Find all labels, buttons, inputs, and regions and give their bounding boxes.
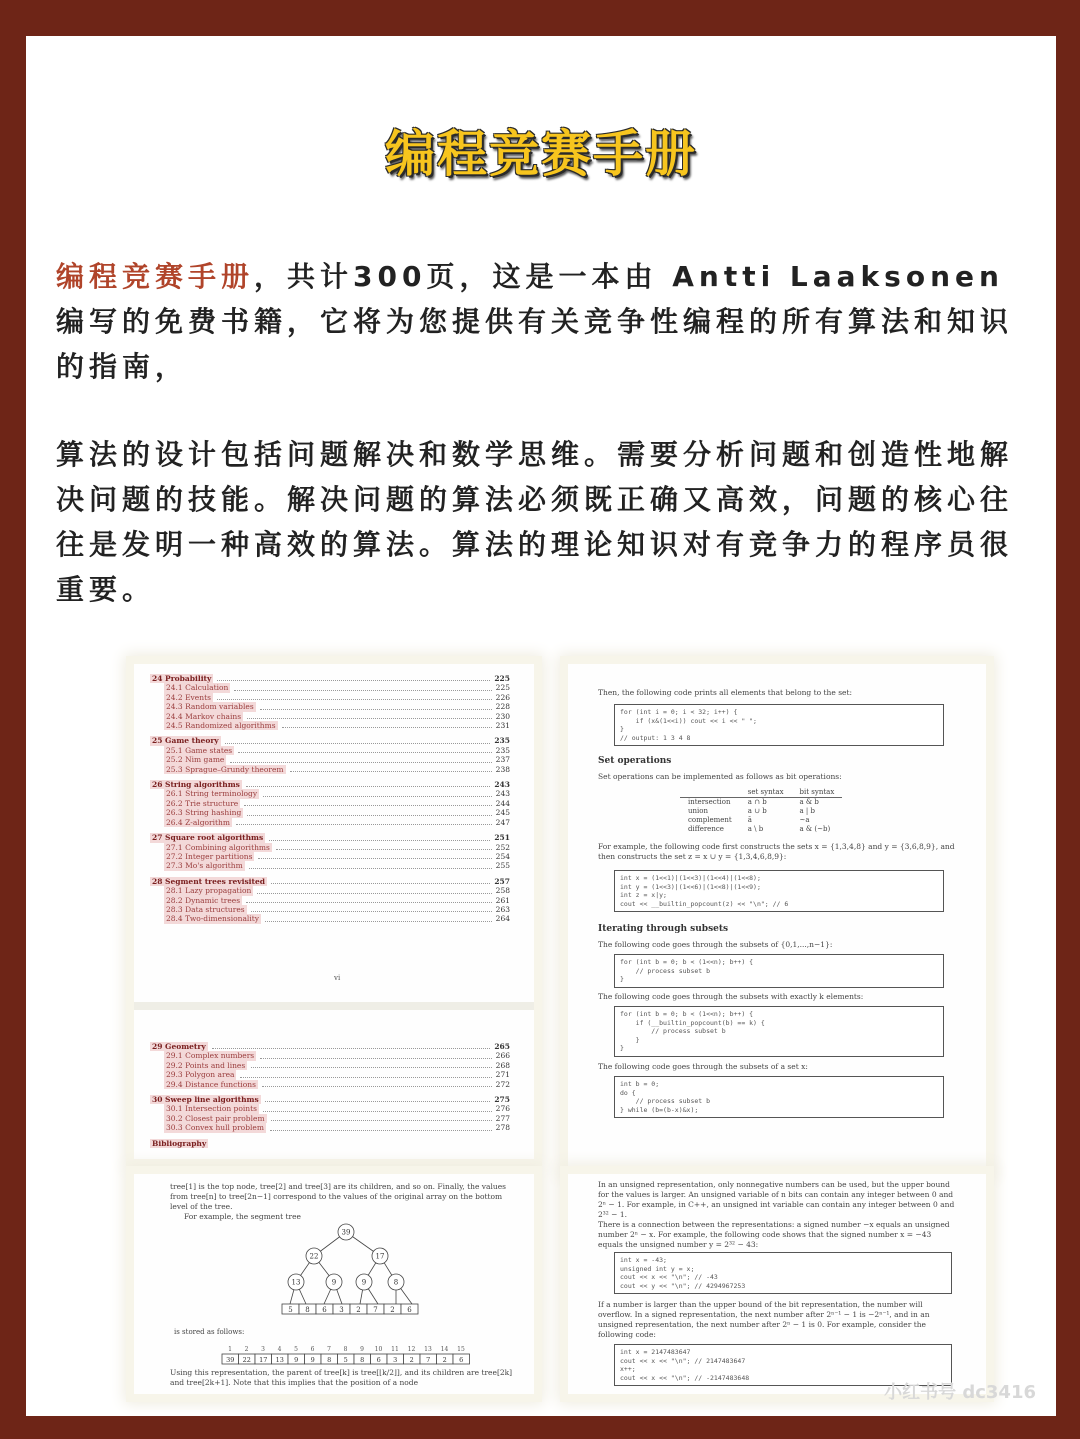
toc-page-num: 235: [495, 745, 510, 755]
toc-section-label: 28.3 Data structures: [166, 904, 245, 914]
toc-section[interactable]: [150, 683, 510, 692]
array-value: 9: [310, 1356, 315, 1364]
toc-leader: [271, 1114, 492, 1121]
toc-section[interactable]: [150, 886, 510, 895]
toc-leader: [263, 789, 492, 796]
toc-leader: [234, 683, 491, 690]
ops-cell: a \ b: [747, 825, 764, 833]
toc-section-label: 29.3 Polygon area: [166, 1070, 235, 1080]
toc-page-num: 254: [495, 851, 510, 861]
toc-section-label: 25.1 Game states: [166, 745, 233, 755]
iter-text: The following code goes through the subsets of {0,1,...,n−1}:: [598, 940, 833, 949]
toc-leader: [282, 721, 492, 728]
toc-page-num: 230: [495, 711, 510, 721]
toc-page-num: 261: [495, 895, 510, 905]
toc-leader: [212, 1042, 491, 1049]
toc-section[interactable]: [150, 693, 510, 702]
ops-cell: intersection: [688, 798, 731, 806]
toc-leader: [269, 833, 490, 840]
segment-tree-page: [134, 1174, 534, 1394]
toc-page: [134, 664, 534, 1159]
ops-cell: complement: [688, 816, 732, 824]
example-text: For example, the following code first constructs the sets x = {1,3,4,8} and y = {3,6,8,9}, and then constructs the set z = x ∪ y = {1,3,4,6,8,9}:: [598, 842, 955, 861]
intro-text: ，共计300页，这是一本由 Antti Laaksonen 编写的免费书籍，它将为您提供有关竞争性编程的所有算法和知识的指南，: [56, 260, 1014, 383]
ops-cell: a ∩ b: [747, 798, 767, 806]
ops-cell: a ∪ b: [747, 807, 767, 815]
toc-section[interactable]: [150, 712, 510, 721]
toc-page-num: 277: [495, 1113, 510, 1123]
toc-chapter[interactable]: [150, 1139, 510, 1148]
toc-section-label: 26.4 Z-algorithm: [166, 817, 230, 827]
segtree-text-2: For example, the segment tree: [184, 1212, 301, 1221]
toc-leader: [246, 896, 492, 903]
toc-chapter-label: 25 Game theory: [152, 736, 219, 746]
toc-leader: [276, 843, 492, 850]
array-value: 3: [393, 1356, 398, 1364]
array-index: 2: [244, 1346, 249, 1353]
code-block-signed: int x = -43; unsigned int y = x; cout << x << "\n"; // -43 cout << y << "\n"; // 4294967253: [614, 1252, 952, 1294]
toc-section[interactable]: [150, 861, 510, 870]
array-index: 3: [261, 1346, 265, 1353]
toc-page-num: 247: [495, 817, 510, 827]
toc-section-label: 24.3 Random variables: [166, 702, 254, 712]
toc-leader: [240, 1070, 491, 1077]
toc-page-number: vi: [334, 974, 341, 982]
overflow-text: If a number is larger than the upper bound of the bit representation, the number will overflow. In a signed representation, the next number after 2ⁿ⁻¹ − 1 is −2ⁿ⁻¹, and in an unsigned representation, the next number after 2ⁿ − 1 is 0. For example, consider the following code:: [598, 1300, 930, 1339]
leaf-value: 5: [288, 1306, 293, 1314]
toc-section[interactable]: [150, 1061, 510, 1070]
ops-row: [680, 807, 842, 816]
heading-iterating-subsets: Iterating through subsets: [598, 924, 729, 934]
toc-page-num: 235: [494, 736, 510, 746]
toc-section-label: 24.4 Markov chains: [166, 711, 242, 721]
toc-page-num: 238: [495, 764, 510, 774]
tree-node-label: 13: [291, 1278, 301, 1287]
toc-page-num: 265: [494, 1042, 510, 1051]
toc-section-label: 27.2 Integer partitions: [166, 851, 253, 861]
book-title-highlight: 编程竞赛手册: [56, 260, 255, 293]
array-index: 14: [440, 1346, 449, 1353]
code-block-sets: int x = (1<<1)|(1<<3)|(1<<4)|(1<<8); int y = (1<<3)|(1<<6)|(1<<8)|(1<<9); int z = x|y; cout << __builtin_popcount(z) << "\n"; // 6: [614, 870, 944, 912]
toc-leader: [217, 674, 490, 681]
toc-page-num: 252: [495, 842, 510, 852]
toc-page-num: 243: [495, 789, 510, 799]
toc-section-label: 26.3 String hashing: [166, 808, 242, 818]
connection-text: There is a connection between the representations: a signed number −x equals an unsigned number 2ⁿ − x. For example, the following code shows that the signed number x = −43 equals the unsigned number y = 2³² − 43:: [598, 1220, 950, 1249]
toc-page-num: 231: [495, 721, 510, 731]
toc-chapter[interactable]: [150, 833, 510, 842]
toc-leader: [247, 808, 491, 815]
signed-unsigned-page: [568, 1174, 986, 1394]
toc-chapter-label: 27 Square root algorithms: [152, 833, 264, 843]
toc-leader: [251, 1061, 491, 1068]
toc-bottom: [150, 1036, 510, 1148]
array-value: 9: [294, 1356, 299, 1364]
toc-leader: [247, 712, 492, 719]
ops-cell: union: [688, 807, 708, 815]
toc-leader: [265, 914, 492, 921]
toc-leader: [265, 1095, 491, 1102]
page-title: 编程竞赛手册: [385, 125, 697, 183]
array-index: 4: [277, 1346, 282, 1353]
toc-section-label: 24.5 Randomized algorithms: [166, 721, 276, 731]
code-block-k-subsets: for (int b = 0; b < (1<<n); b++) { if (__builtin_popcount(b) == k) { // process subset b } }: [614, 1006, 944, 1057]
toc-leader: [263, 1104, 492, 1111]
toc-section-label: 30.1 Intersection points: [166, 1104, 257, 1114]
toc-section[interactable]: [150, 721, 510, 730]
toc-page-num: 251: [494, 833, 510, 843]
toc-chapter[interactable]: [150, 736, 510, 745]
ops-cell: ~a: [799, 816, 810, 824]
toc-section-label: 29.2 Points and lines: [166, 1060, 246, 1070]
tree-node-label: 9: [331, 1278, 337, 1287]
toc-section[interactable]: [150, 702, 510, 711]
leaf-value: 2: [390, 1306, 395, 1314]
toc-chapter[interactable]: [150, 1095, 510, 1104]
toc-section-label: 24.1 Calculation: [166, 683, 229, 693]
toc-chapter-label: 28 Segment trees revisited: [152, 876, 265, 886]
toc-section-label: 30.2 Closest pair problem: [166, 1113, 265, 1123]
ops-row: [680, 798, 842, 808]
toc-chapter[interactable]: [150, 1042, 510, 1051]
leaf-value: 6: [322, 1306, 327, 1314]
array-index: 5: [294, 1346, 298, 1353]
toc-page-num: 225: [495, 683, 510, 693]
intro-line: Then, the following code prints all elements that belong to the set:: [598, 688, 853, 697]
toc-page-num: 271: [495, 1070, 510, 1080]
unsigned-text: In an unsigned representation, only nonnegative numbers can be used, but the upper bound for the values is larger. An unsigned variable of n bits can contain any integer between 0 and 2ⁿ − 1. For example, in C++, an unsigned int variable can contain any integer between 0 and 2³² − 1.: [598, 1180, 955, 1219]
array-value: 39: [226, 1356, 235, 1364]
heading-set-operations: Set operations: [598, 756, 672, 766]
ops-cell: a & (~b): [799, 825, 831, 833]
toc-section-label: 25.3 Sprague–Grundy theorem: [166, 764, 284, 774]
toc-section[interactable]: [150, 1070, 510, 1079]
array-value: 5: [343, 1356, 348, 1364]
toc-section[interactable]: [150, 896, 510, 905]
toc-chapter-label: Bibliography: [152, 1138, 207, 1148]
toc-chapter-label: 26 String algorithms: [152, 780, 240, 790]
page-separator: [134, 1002, 534, 1010]
toc-page-num: 272: [495, 1079, 510, 1089]
toc-leader: [230, 755, 491, 762]
toc-section-label: 26.1 String terminology: [166, 789, 258, 799]
toc-page-num: 268: [495, 1060, 510, 1070]
toc-leader: [246, 780, 490, 787]
array-index: 11: [391, 1346, 399, 1353]
ops-row: [680, 825, 842, 834]
toc-page-num: 264: [495, 914, 510, 924]
ops-cell: difference: [688, 825, 724, 833]
toc-page-num: 243: [494, 780, 510, 790]
toc-page-num: 263: [495, 904, 510, 914]
toc-page-num: 245: [495, 808, 510, 818]
leaf-value: 7: [373, 1306, 378, 1314]
array-index: 8: [343, 1346, 348, 1353]
array-value: 8: [360, 1356, 365, 1364]
toc-section[interactable]: [150, 1114, 510, 1123]
toc-leader: [290, 765, 492, 772]
stored-text: is stored as follows:: [174, 1328, 245, 1336]
ops-header-cell: [680, 788, 740, 798]
toc-section[interactable]: [150, 1104, 510, 1113]
ops-cell: a & b: [799, 798, 819, 806]
toc-section[interactable]: [150, 852, 510, 861]
array-index: 1: [228, 1346, 232, 1353]
toc-chapter[interactable]: [150, 674, 510, 683]
array-index: 9: [360, 1346, 364, 1353]
array-value: 13: [275, 1356, 284, 1364]
tree-node-label: 22: [309, 1252, 319, 1261]
code-block-subset-of-x: int b = 0; do { // process subset b } while (b=(b-x)&x);: [614, 1076, 944, 1118]
toc-section-label: 28.2 Dynamic trees: [166, 895, 241, 905]
leaf-value: 3: [339, 1306, 344, 1314]
array-index: 15: [457, 1346, 465, 1353]
toc-leader: [262, 1080, 492, 1087]
toc-section[interactable]: [150, 746, 510, 755]
toc-chapter[interactable]: [150, 780, 510, 789]
toc-leader: [217, 693, 492, 700]
toc-page-num: 275: [494, 1095, 510, 1105]
ops-cell: a | b: [799, 807, 815, 815]
ops-header-cell: set syntax: [740, 788, 792, 798]
toc-section-label: 27.3 Mo's algorithm: [166, 861, 243, 871]
toc-section-label: 30.3 Convex hull problem: [166, 1123, 264, 1133]
toc-section[interactable]: [150, 1051, 510, 1060]
toc-section-label: 29.1 Complex numbers: [166, 1051, 255, 1061]
toc-section-label: 27.1 Combining algorithms: [166, 842, 270, 852]
ops-cell: ā: [747, 816, 752, 824]
toc-section-label: 28.1 Lazy propagation: [166, 886, 252, 896]
tree-node-label: 8: [393, 1278, 399, 1287]
toc-page-num: 266: [495, 1051, 510, 1061]
toc-section[interactable]: [150, 843, 510, 852]
toc-section[interactable]: [150, 1123, 510, 1132]
toc-leader: [270, 1123, 492, 1130]
segtree-text-3: Using this representation, the parent of tree[k] is tree[⌊k/2⌋], and its children are tree[2k] and tree[2k+1]. Note that this implies that the position of a node: [170, 1368, 513, 1387]
toc-chapter-label: 29 Geometry: [152, 1042, 206, 1051]
toc-leader: [251, 905, 492, 912]
intro-paragraph: [56, 254, 1031, 389]
toc-page-num: 276: [495, 1104, 510, 1114]
array-index: 13: [424, 1346, 432, 1353]
toc-chapter-label: 30 Sweep line algorithms: [152, 1095, 259, 1105]
leaf-value: 8: [305, 1306, 310, 1314]
toc-page-num: 226: [495, 692, 510, 702]
toc-leader: [271, 877, 490, 884]
setops-text: Set operations can be implemented as follows as bit operations:: [598, 772, 842, 781]
toc-page-num: 258: [495, 886, 510, 896]
tree-node-label: 17: [375, 1252, 385, 1261]
watermark: 小红书号 dc3416: [884, 1382, 1036, 1403]
toc-leader: [258, 852, 491, 859]
toc-leader: [244, 799, 491, 806]
toc-chapter-label: 24 Probability: [152, 674, 212, 683]
array-value: 17: [259, 1356, 268, 1364]
iter-text-2: The following code goes through the subsets with exactly k elements:: [598, 992, 864, 1001]
array-value: 2: [442, 1356, 447, 1364]
array-value: 6: [459, 1356, 464, 1364]
ops-header-cell: bit syntax: [792, 788, 843, 798]
array-index: 6: [310, 1346, 315, 1353]
toc-leader: [257, 886, 491, 893]
tree-node-label: 39: [341, 1228, 351, 1237]
leaf-value: 2: [356, 1306, 361, 1314]
algorithm-paragraph: 算法的设计包括问题解决和数学思维。需要分析问题和创造性地解决问题的技能。解决问题的算法必须既正确又高效，问题的核心往往是发明一种高效的算法。算法的理论知识对有竞争力的程序员很重要。: [56, 438, 1014, 606]
tree-node-label: 9: [361, 1278, 367, 1287]
toc-page-num: 225: [494, 674, 510, 683]
toc-leader: [236, 818, 492, 825]
leaf-value: 6: [407, 1306, 412, 1314]
iter-text-3: The following code goes through the subsets of a set x:: [598, 1062, 808, 1071]
bitset-page: [568, 664, 986, 1169]
array-index: 10: [374, 1346, 383, 1353]
toc-section[interactable]: [150, 1080, 510, 1089]
toc-chapter[interactable]: [150, 877, 510, 886]
toc-leader: [249, 861, 492, 868]
toc-section[interactable]: [150, 755, 510, 764]
toc-section[interactable]: [150, 789, 510, 798]
toc-page-num: 244: [495, 798, 510, 808]
toc-section-label: 29.4 Distance functions: [166, 1079, 256, 1089]
array-value: 6: [376, 1356, 381, 1364]
array-value: 8: [327, 1356, 332, 1364]
toc-section[interactable]: [150, 905, 510, 914]
array-value: 2: [409, 1356, 414, 1364]
post-card: [26, 36, 1056, 1416]
code-block-overflow: int x = 2147483647 cout << x << "\n"; // 2147483647 x++; cout << x << "\n"; // -2147483648: [614, 1344, 952, 1386]
toc-section[interactable]: [150, 799, 510, 808]
code-block-print: for (int i = 0; i < 32; i++) { if (x&(1<<i)) cout << i << " "; } // output: 1 3 4 8: [614, 704, 944, 746]
toc-page-num: 237: [495, 755, 510, 765]
toc-leader: [238, 746, 492, 753]
toc-section[interactable]: [150, 914, 510, 923]
toc-top: [150, 668, 510, 924]
toc-section[interactable]: [150, 765, 510, 774]
array-index: 12: [407, 1346, 416, 1353]
toc-page-num: 228: [495, 702, 510, 712]
array-index: 7: [327, 1346, 331, 1353]
toc-page-num: 278: [495, 1123, 510, 1133]
segtree-text-1: tree[1] is the top node, tree[2] and tree[3] are its children, and so on. Finally, the values from tree[n] to tree[2n−1] correspond to the values of the original array on the bottom level of the tree.: [170, 1182, 507, 1211]
array-value: 7: [426, 1356, 431, 1364]
toc-section[interactable]: [150, 818, 510, 827]
set-ops-table: [680, 788, 842, 834]
toc-section-label: 25.2 Nim game: [166, 755, 225, 765]
toc-page-num: 255: [495, 861, 510, 871]
toc-section-label: 28.4 Two-dimensionality: [166, 914, 259, 924]
toc-leader: [260, 702, 492, 709]
toc-leader: [260, 1051, 492, 1058]
toc-section-label: 24.2 Events: [166, 692, 211, 702]
array-value: 22: [242, 1356, 251, 1364]
segment-tree-diagram: [134, 1174, 534, 1394]
ops-row: [680, 816, 842, 825]
toc-page-num: 257: [494, 876, 510, 886]
toc-section-label: 26.2 Trie structure: [166, 798, 239, 808]
code-block-subsets: for (int b = 0; b < (1<<n); b++) { // process subset b }: [614, 954, 944, 988]
toc-leader: [225, 736, 491, 743]
toc-section[interactable]: [150, 808, 510, 817]
